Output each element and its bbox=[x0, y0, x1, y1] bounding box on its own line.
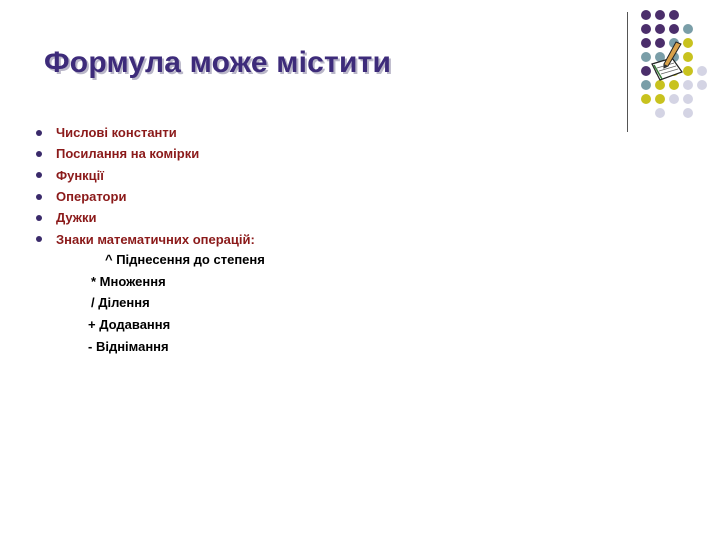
dot bbox=[641, 10, 651, 20]
list-item bbox=[36, 207, 596, 228]
operator-subtract: - Віднімання bbox=[88, 339, 169, 354]
dot bbox=[655, 10, 665, 20]
list-item-label: Функції bbox=[56, 167, 104, 183]
dot bbox=[655, 94, 665, 104]
dot bbox=[683, 94, 693, 104]
list-item-label: Числові константи bbox=[56, 125, 177, 141]
bullet-icon bbox=[36, 172, 42, 178]
dot bbox=[683, 108, 693, 118]
slide-title: Формула може містити bbox=[44, 46, 392, 79]
list-item-label: Оператори bbox=[56, 189, 127, 205]
dot bbox=[683, 24, 693, 34]
list-item bbox=[36, 143, 596, 164]
dot bbox=[641, 94, 651, 104]
bullet-icon bbox=[36, 151, 42, 157]
list-item bbox=[36, 165, 596, 186]
operator-power: ^ Піднесення до степеня bbox=[105, 252, 265, 267]
dot bbox=[641, 24, 651, 34]
dot bbox=[669, 10, 679, 20]
list-item-label: Знаки математичних операцій: bbox=[56, 231, 255, 247]
operator-add: + Додавання bbox=[88, 317, 171, 332]
divider bbox=[627, 12, 628, 132]
list-item bbox=[36, 228, 596, 249]
dot bbox=[655, 108, 665, 118]
list-item-label: Дужки bbox=[56, 210, 97, 226]
dot bbox=[669, 94, 679, 104]
dot bbox=[669, 24, 679, 34]
bullet-icon bbox=[36, 215, 42, 221]
bullet-icon bbox=[36, 236, 42, 242]
list-item-label: Посилання на комірки bbox=[56, 146, 200, 162]
dot bbox=[697, 80, 707, 90]
bullet-list bbox=[36, 122, 596, 250]
dot bbox=[697, 66, 707, 76]
operator-divide: / Ділення bbox=[91, 295, 150, 310]
bullet-icon bbox=[36, 130, 42, 136]
list-item bbox=[36, 122, 596, 143]
dot bbox=[655, 24, 665, 34]
notepad-pencil-icon bbox=[648, 40, 686, 82]
operator-multiply: * Множення bbox=[91, 274, 166, 289]
bullet-icon bbox=[36, 194, 42, 200]
list-item bbox=[36, 186, 596, 207]
